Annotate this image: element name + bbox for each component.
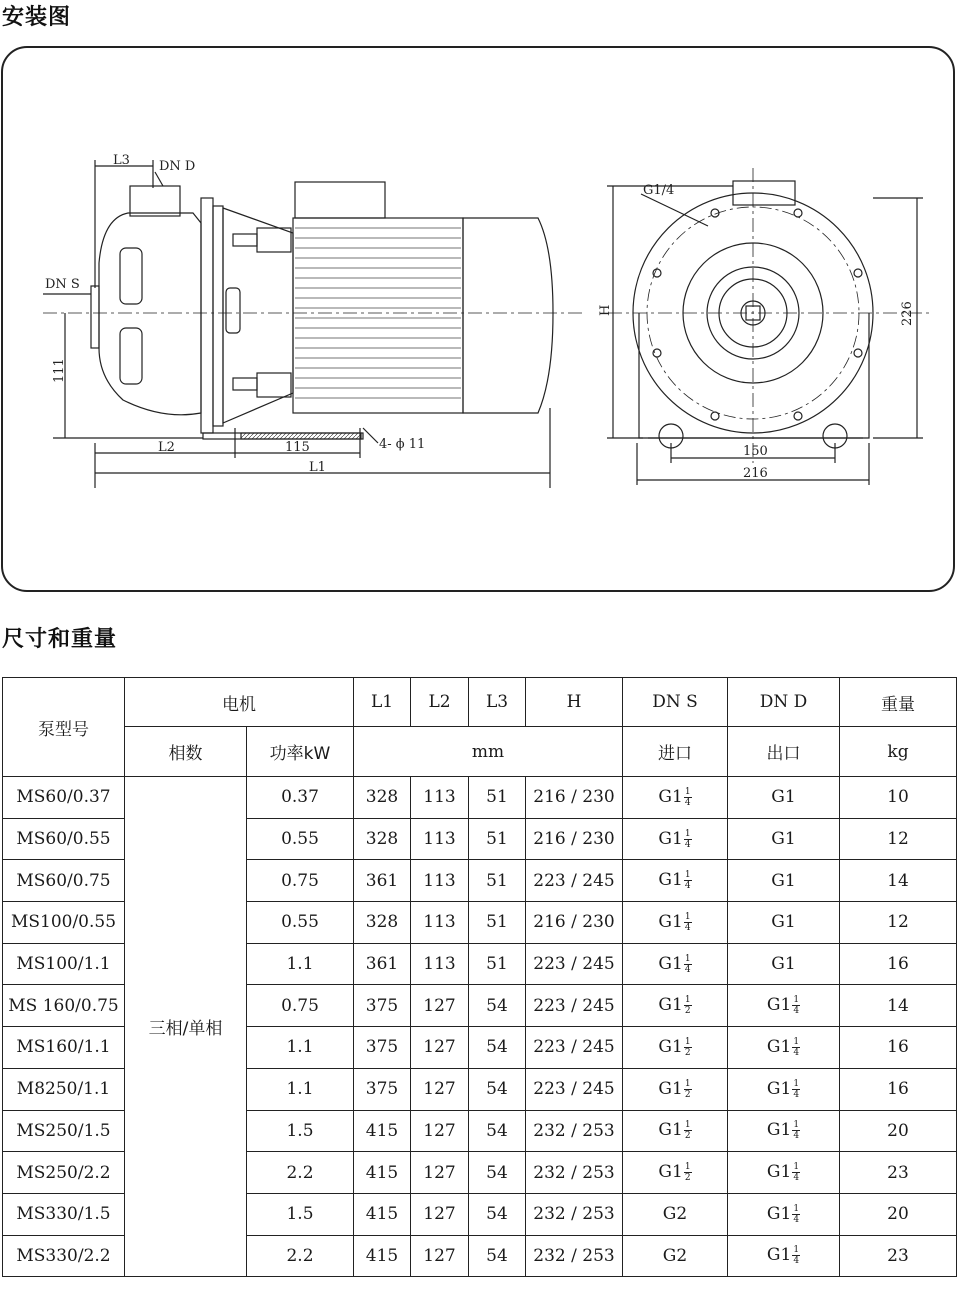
cell-dnd-thread: G1 — [771, 870, 796, 891]
cell-dnd-fraction — [792, 1204, 800, 1225]
cell-dns-fraction — [684, 787, 692, 808]
cell-dnd-thread: G1 — [766, 1162, 792, 1183]
cell-dns — [623, 943, 728, 985]
cell-l1: 328 — [354, 902, 411, 944]
cell-l3: 51 — [469, 943, 526, 985]
cell-l2: 127 — [411, 985, 469, 1027]
cell-dnd-fraction — [792, 1079, 800, 1100]
cell-h: 223 / 245 — [526, 985, 623, 1027]
cell-dnd-thread: G1 — [766, 1203, 792, 1224]
header-phase: 相数 — [125, 727, 247, 777]
cell-dns — [623, 1068, 728, 1110]
cell-weight: 14 — [840, 985, 957, 1027]
cell-dnd-fraction — [792, 995, 800, 1016]
pump-drawing-svg — [3, 48, 957, 594]
cell-dns-thread: G1 — [658, 1162, 683, 1183]
cell-dnd — [728, 777, 840, 819]
cell-dnd-fraction — [792, 1245, 800, 1266]
spec-table-body — [3, 678, 957, 1277]
cell-dnd-denominator: 4 — [793, 1089, 800, 1100]
cell-dns — [623, 985, 728, 1027]
cell-dns-numerator: 1 — [684, 1120, 691, 1131]
cell-h: 223 / 245 — [526, 1027, 623, 1069]
cell-weight: 23 — [840, 1235, 957, 1277]
cell-weight: 12 — [840, 818, 957, 860]
cell-dnd-thread: G1 — [766, 1120, 792, 1141]
cell-dns — [623, 1110, 728, 1152]
cell-dnd — [728, 818, 840, 860]
cell-h: 216 / 230 — [526, 777, 623, 819]
cell-weight: 23 — [840, 1152, 957, 1194]
cell-dnd-thread: G1 — [771, 912, 796, 933]
cell-h: 216 / 230 — [526, 818, 623, 860]
cell-model: MS330/1.5 — [3, 1193, 125, 1235]
cell-dnd-denominator: 4 — [793, 1256, 800, 1267]
spec-table — [2, 677, 957, 1277]
cell-dnd-numerator: 1 — [793, 1120, 800, 1131]
cell-dns-numerator: 1 — [684, 953, 691, 964]
cell-dns-thread: G1 — [658, 786, 683, 807]
cell-power: 1.1 — [247, 1027, 354, 1069]
cell-dnd-denominator: 4 — [793, 1214, 800, 1225]
cell-dnd-numerator: 1 — [793, 1078, 800, 1089]
cell-dns-denominator: 4 — [684, 964, 691, 975]
cell-dns-denominator: 2 — [684, 1089, 691, 1100]
cell-dns-numerator: 1 — [684, 1078, 691, 1089]
cell-dnd — [728, 1193, 840, 1235]
cell-dns-fraction — [684, 870, 692, 891]
cell-model: MS60/0.37 — [3, 777, 125, 819]
cell-h: 223 / 245 — [526, 860, 623, 902]
cell-dns-fraction — [684, 912, 692, 933]
cell-dnd — [728, 1027, 840, 1069]
header-inlet: 进口 — [623, 727, 728, 777]
cell-l1: 415 — [354, 1110, 411, 1152]
cell-dns-fraction — [684, 1162, 692, 1183]
cell-model: MS60/0.55 — [3, 818, 125, 860]
cell-dns-thread: G2 — [662, 1245, 688, 1266]
cell-dnd-thread: G1 — [771, 954, 796, 975]
cell-dns-fraction — [684, 1037, 692, 1058]
cell-l1: 361 — [354, 860, 411, 902]
cell-h: 216 / 230 — [526, 902, 623, 944]
cell-l2: 113 — [411, 818, 469, 860]
cell-weight: 16 — [840, 943, 957, 985]
cell-dns-fraction — [684, 829, 692, 850]
cell-h: 232 / 253 — [526, 1235, 623, 1277]
install-title: 安装图 — [2, 5, 72, 30]
cell-dns-numerator: 1 — [684, 1036, 691, 1047]
cell-power: 2.2 — [247, 1235, 354, 1277]
cell-h: 232 / 253 — [526, 1110, 623, 1152]
cell-l3: 54 — [469, 1152, 526, 1194]
cell-weight: 16 — [840, 1068, 957, 1110]
cell-dnd-fraction — [792, 1120, 800, 1141]
header-dns: DN S — [623, 678, 728, 727]
header-mm: mm — [354, 727, 623, 777]
installation-drawing — [1, 46, 955, 592]
cell-weight: 20 — [840, 1110, 957, 1152]
cell-dns-numerator: 1 — [684, 1162, 691, 1173]
cell-dnd-fraction — [792, 1162, 800, 1183]
cell-model: MS160/1.1 — [3, 1027, 125, 1069]
cell-l3: 51 — [469, 902, 526, 944]
cell-dnd-denominator: 4 — [793, 1131, 800, 1142]
cell-power: 0.75 — [247, 860, 354, 902]
dim-111: 111 — [52, 358, 67, 383]
cell-l2: 127 — [411, 1152, 469, 1194]
cell-weight: 16 — [840, 1027, 957, 1069]
header-motor: 电机 — [125, 678, 354, 727]
cell-dns-fraction — [684, 954, 692, 975]
cell-dnd-thread: G1 — [766, 995, 792, 1016]
cell-power: 0.55 — [247, 902, 354, 944]
cell-dns-thread: G1 — [658, 953, 683, 974]
cell-dns — [623, 1193, 728, 1235]
cell-dns-denominator: 4 — [684, 839, 691, 850]
cell-l2: 127 — [411, 1027, 469, 1069]
cell-l2: 113 — [411, 777, 469, 819]
cell-dns-denominator: 4 — [684, 881, 691, 892]
cell-h: 232 / 253 — [526, 1193, 623, 1235]
cell-dnd-numerator: 1 — [793, 1162, 800, 1173]
cell-dnd-thread: G1 — [766, 1036, 792, 1057]
cell-dns-denominator: 2 — [684, 1131, 691, 1142]
cell-dns — [623, 1235, 728, 1277]
dim-dnd: DN D — [159, 159, 196, 174]
header-model: 泵型号 — [3, 678, 125, 777]
cell-model: MS250/1.5 — [3, 1110, 125, 1152]
cell-l3: 54 — [469, 1235, 526, 1277]
dim-hole: 4- ϕ 11 — [379, 437, 426, 452]
cell-dns-thread: G1 — [658, 995, 683, 1016]
cell-l1: 375 — [354, 1027, 411, 1069]
header-dnd: DN D — [728, 678, 840, 727]
cell-dns — [623, 818, 728, 860]
cell-l1: 415 — [354, 1152, 411, 1194]
cell-l1: 415 — [354, 1193, 411, 1235]
cell-l3: 54 — [469, 1193, 526, 1235]
cell-dnd — [728, 902, 840, 944]
cell-dns-fraction — [684, 1079, 692, 1100]
cell-dns-fraction — [684, 995, 692, 1016]
cell-dnd — [728, 1110, 840, 1152]
cell-dns-thread: G1 — [658, 1078, 683, 1099]
cell-dns-numerator: 1 — [684, 995, 691, 1006]
cell-dns-thread: G2 — [662, 1204, 688, 1225]
dim-115: 115 — [285, 440, 310, 455]
cell-dnd — [728, 860, 840, 902]
dim-h: H — [598, 304, 613, 316]
cell-dns — [623, 1152, 728, 1194]
cell-power: 1.5 — [247, 1193, 354, 1235]
cell-h: 223 / 245 — [526, 943, 623, 985]
header-power: 功率kW — [247, 727, 354, 777]
dimensions-title: 尺寸和重量 — [2, 627, 118, 652]
cell-dnd — [728, 1152, 840, 1194]
cell-weight: 20 — [840, 1193, 957, 1235]
cell-dns-thread: G1 — [658, 1120, 683, 1141]
cell-dnd-thread: G1 — [771, 829, 796, 850]
cell-dnd-numerator: 1 — [793, 1036, 800, 1047]
cell-l3: 54 — [469, 1068, 526, 1110]
cell-l3: 54 — [469, 985, 526, 1027]
dim-l1: L1 — [309, 460, 326, 475]
cell-power: 1.5 — [247, 1110, 354, 1152]
cell-dnd-denominator: 4 — [793, 1173, 800, 1184]
cell-dns — [623, 1027, 728, 1069]
header-l1: L1 — [354, 678, 411, 727]
cell-l1: 415 — [354, 1235, 411, 1277]
cell-dns-numerator: 1 — [684, 786, 691, 797]
cell-l1: 375 — [354, 1068, 411, 1110]
cell-l2: 127 — [411, 1110, 469, 1152]
cell-l1: 328 — [354, 777, 411, 819]
dim-l3: L3 — [113, 153, 130, 168]
cell-dnd-thread: G1 — [766, 1245, 792, 1266]
cell-l3: 54 — [469, 1110, 526, 1152]
cell-power: 1.1 — [247, 943, 354, 985]
dim-150: 150 — [743, 444, 768, 459]
cell-dns-denominator: 2 — [684, 1047, 691, 1058]
cell-l1: 361 — [354, 943, 411, 985]
cell-dnd-denominator: 4 — [793, 1047, 800, 1058]
cell-h: 223 / 245 — [526, 1068, 623, 1110]
cell-l3: 54 — [469, 1027, 526, 1069]
dim-226: 226 — [900, 301, 915, 326]
cell-dns-thread: G1 — [658, 870, 683, 891]
cell-model: MS 160/0.75 — [3, 985, 125, 1027]
dim-dns: DN S — [45, 277, 80, 292]
cell-l2: 113 — [411, 943, 469, 985]
cell-dnd-thread: G1 — [766, 1078, 792, 1099]
cell-l2: 127 — [411, 1068, 469, 1110]
cell-dns-numerator: 1 — [684, 870, 691, 881]
cell-dns-denominator: 2 — [684, 1006, 691, 1017]
dim-g14: G1/4 — [643, 183, 675, 198]
cell-power: 0.37 — [247, 777, 354, 819]
cell-dnd-denominator: 4 — [793, 1006, 800, 1017]
cell-h: 232 / 253 — [526, 1152, 623, 1194]
cell-weight: 10 — [840, 777, 957, 819]
cell-model: MS250/2.2 — [3, 1152, 125, 1194]
cell-dnd — [728, 1235, 840, 1277]
header-weight: 重量 — [840, 678, 957, 727]
header-row-1 — [3, 678, 957, 727]
cell-dns-thread: G1 — [658, 828, 683, 849]
header-row-2 — [3, 727, 957, 777]
cell-model: MS330/2.2 — [3, 1235, 125, 1277]
cell-dnd-numerator: 1 — [793, 1245, 800, 1256]
cell-l3: 51 — [469, 818, 526, 860]
cell-dns-denominator: 2 — [684, 1173, 691, 1184]
cell-model: MS100/1.1 — [3, 943, 125, 985]
cell-dns-numerator: 1 — [684, 911, 691, 922]
cell-weight: 14 — [840, 860, 957, 902]
cell-dnd-thread: G1 — [771, 787, 796, 808]
cell-power: 2.2 — [247, 1152, 354, 1194]
cell-dns — [623, 902, 728, 944]
cell-dns-numerator: 1 — [684, 828, 691, 839]
header-h: H — [526, 678, 623, 727]
cell-dns — [623, 777, 728, 819]
cell-power: 1.1 — [247, 1068, 354, 1110]
cell-l2: 127 — [411, 1235, 469, 1277]
cell-dns — [623, 860, 728, 902]
cell-l3: 51 — [469, 860, 526, 902]
cell-dns-fraction — [684, 1120, 692, 1141]
cell-l1: 328 — [354, 818, 411, 860]
cell-l2: 113 — [411, 902, 469, 944]
cell-l2: 113 — [411, 860, 469, 902]
dim-216: 216 — [743, 466, 768, 481]
cell-weight: 12 — [840, 902, 957, 944]
cell-dnd — [728, 985, 840, 1027]
cell-power: 0.55 — [247, 818, 354, 860]
cell-dns-denominator: 4 — [684, 922, 691, 933]
cell-l2: 127 — [411, 1193, 469, 1235]
cell-dnd — [728, 943, 840, 985]
cell-dnd-numerator: 1 — [793, 995, 800, 1006]
cell-dnd — [728, 1068, 840, 1110]
cell-dns-denominator: 4 — [684, 797, 691, 808]
cell-dns-thread: G1 — [658, 1036, 683, 1057]
table-row — [3, 777, 957, 819]
cell-power: 0.75 — [247, 985, 354, 1027]
cell-dns-thread: G1 — [658, 911, 683, 932]
cell-dnd-fraction — [792, 1037, 800, 1058]
cell-model: MS100/0.55 — [3, 902, 125, 944]
header-l2: L2 — [411, 678, 469, 727]
cell-dnd-numerator: 1 — [793, 1203, 800, 1214]
dim-l2: L2 — [158, 440, 175, 455]
cell-model: M8250/1.1 — [3, 1068, 125, 1110]
cell-model: MS60/0.75 — [3, 860, 125, 902]
header-outlet: 出口 — [728, 727, 840, 777]
cell-l3: 51 — [469, 777, 526, 819]
header-l3: L3 — [469, 678, 526, 727]
cell-l1: 375 — [354, 985, 411, 1027]
header-kg: kg — [840, 727, 957, 777]
cell-phase: 三相/单相 — [125, 777, 247, 1277]
